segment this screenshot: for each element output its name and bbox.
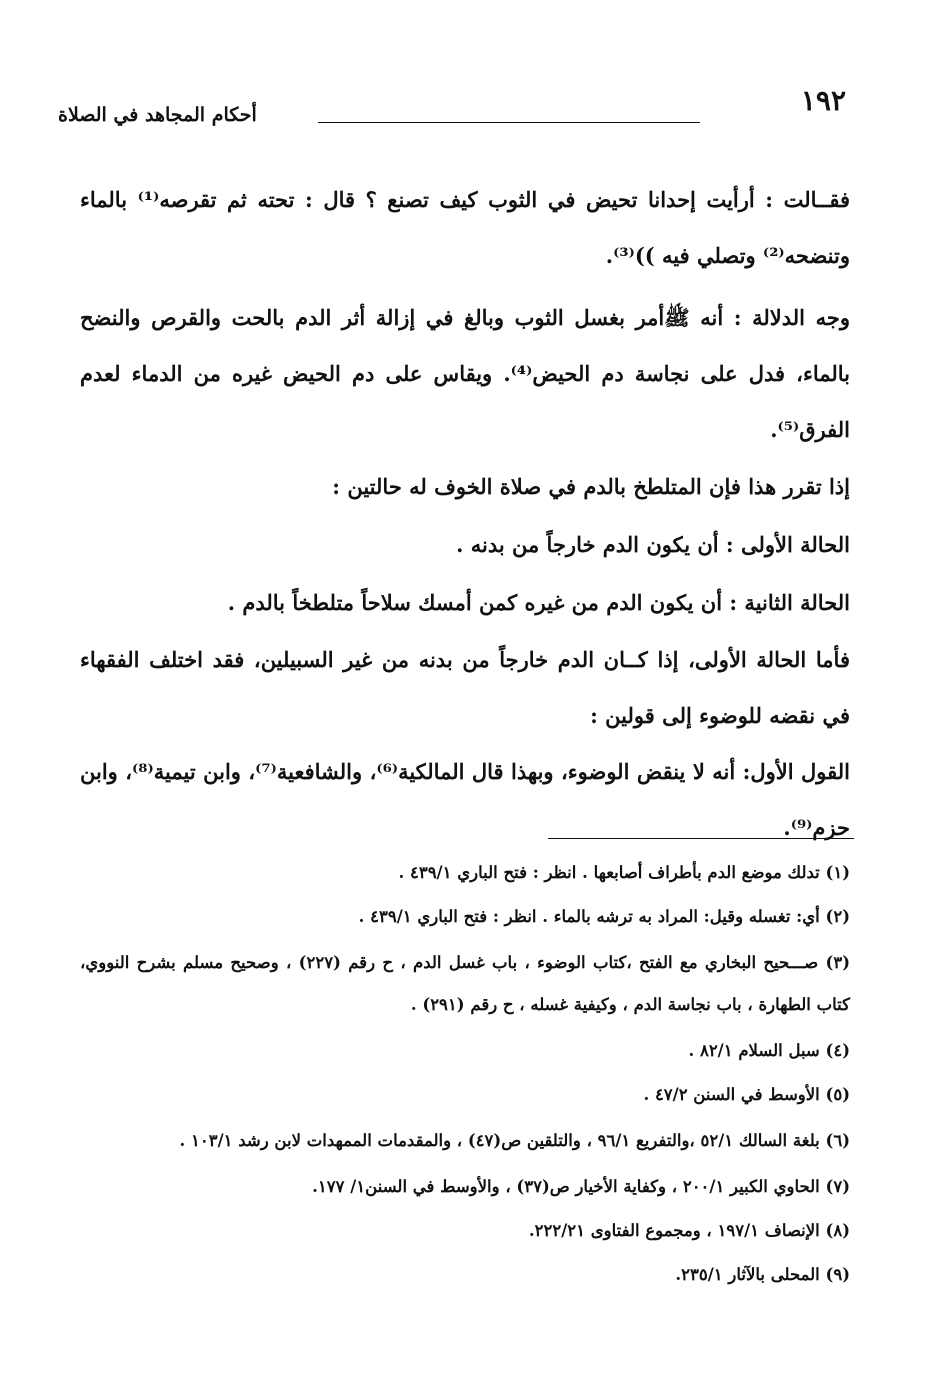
footnote-4: (٤) سبل السلام ٨٢/١ . bbox=[688, 1041, 850, 1060]
footnote-7: (٧) الحاوي الكبير ٢٠٠/١ ، وكفاية الأخيار ص(٣٧) ، والأوسط في السنن١/ ١٧٧. bbox=[312, 1177, 850, 1196]
main-text bbox=[80, 172, 850, 856]
cases-intro: إذا تقرر هذا فإن المتلطخ بالدم في صلاة الخوف له حالتين : bbox=[332, 474, 850, 499]
header-rule bbox=[318, 122, 700, 123]
footnote-8: (٨) الإنصاف ١٩٧/١ ، ومجموع الفتاوى ٢٢٢/٢١. bbox=[528, 1221, 850, 1240]
footnote-1: (١) تدلك موضع الدم بأطراف أصابعها . انظر : فتح الباري ٤٣٩/١ . bbox=[398, 863, 850, 882]
footnote-6: (٦) بلغة السالك ٥٢/١ ،والتفريع ٩٦/١ ، والتلقين ص(٤٧) ، والمقدمات الممهدات لابن رشد ١٠٣/١ . bbox=[179, 1131, 850, 1150]
footnote-3: (٣) صـــحيح البخاري مع الفتح ،كتاب الوضوء ، باب غسل الدم ، ح رقم (٢٢٧) ، وصحيح مسلم بشرح النووي، كتاب الطهارة ، باب نجاسة الدم ، وكيفية غسله ، ح رقم (٢٩١) . bbox=[80, 953, 850, 1014]
footnote-9: (٩) المحلى بالآثار ٢٣٥/١. bbox=[675, 1265, 850, 1284]
first-case-discussion: فأما الحالة الأولى، إذا كــان الدم خارجاً من بدنه من غير السبيلين، فقد اختلف الفقهاء في نقضه للوضوء إلى قولين : bbox=[80, 647, 850, 728]
footnote-2: (٢) أي: تغسله وقيل: المراد به ترشه بالماء . انظر : فتح الباري ٤٣٩/١ . bbox=[358, 907, 850, 926]
footnotes bbox=[80, 854, 850, 1300]
evidence-paragraph: وجه الدلالة : أنه ﷺأمر بغسل الثوب وبالغ في إزالة أثر الدم بالحت والقرص والنضح بالماء، فدل على نجاسة دم الحيض⁽⁴⁾. ويقاس على دم الحيض غيره من الدماء لعدم الفرق⁽⁵⁾. bbox=[80, 305, 850, 442]
footnote-separator bbox=[548, 838, 854, 839]
footnote-5: (٥) الأوسط في السنن ٤٧/٢ . bbox=[643, 1085, 850, 1104]
hadith-paragraph: فقــالت : أرأيت إحدانا تحيض في الثوب كيف تصنع ؟ قال : تحته ثم تقرصه⁽¹⁾ بالماء وتنضحه⁽²⁾ وتصلي فيه ))⁽³⁾. bbox=[80, 187, 851, 268]
first-opinion: القول الأول: أنه لا ينقض الوضوء، وبهذا قال المالكية⁽⁶⁾، والشافعية⁽⁷⁾، وابن تيمية⁽⁸⁾، وابن حزم⁽⁹⁾. bbox=[80, 759, 851, 840]
second-case: الحالة الثانية : أن يكون الدم من غيره كمن أمسك سلاحاً متلطخاً بالدم . bbox=[227, 590, 850, 615]
first-case: الحالة الأولى : أن يكون الدم خارجاً من بدنه . bbox=[456, 532, 850, 557]
running-title: أحكام المجاهد في الصلاة bbox=[58, 104, 257, 126]
page-number: ١٩٢ bbox=[800, 84, 846, 117]
